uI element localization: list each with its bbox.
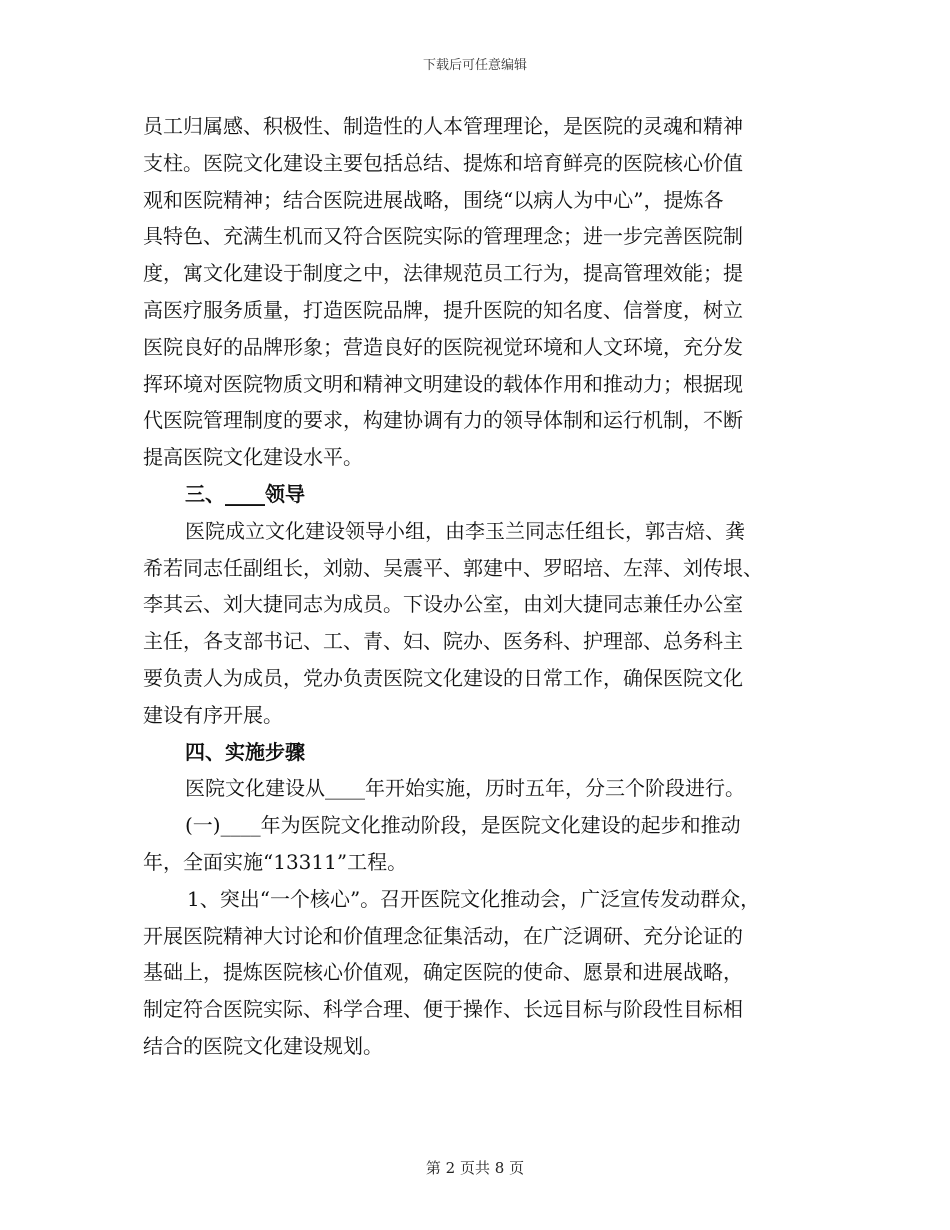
- section-heading-steps: 四、实施步骤: [185, 739, 305, 764]
- body-line: 代医院管理制度的要求，构建协调有力的领导体制和运行机制，不断: [143, 408, 743, 433]
- body-line: 医院成立文化建设领导小组，由李玉兰同志任组长，郭吉焙、龚: [185, 518, 745, 543]
- body-line: 支柱。医院文化建设主要包括总结、提炼和培育鲜亮的医院核心价值: [143, 150, 743, 175]
- body-line: 结合的医院文化建设规划。: [143, 1033, 383, 1058]
- body-line: 1、突出“一个核心”。召开医院文化推动会，广泛宣传发动群众，: [187, 886, 761, 911]
- body-line: 挥环境对医院物质文明和精神文明建设的载体作用和推动力；根据现: [143, 371, 743, 396]
- body-line: 希若同志任副组长，刘勍、吴震平、郭建中、罗昭培、左萍、刘传垠、: [143, 555, 763, 580]
- body-line: 观和医院精神；结合医院进展战略，围绕“以病人为中心”，提炼各: [143, 187, 724, 212]
- body-line: 度，寓文化建设于制度之中，法律规范员工行为，提高管理效能；提: [143, 261, 743, 286]
- body-line: 制定符合医院实际、科学合理、便于操作、长远目标与阶段性目标相: [143, 997, 743, 1022]
- page-number-footer: 第 2 页共 8 页: [425, 1159, 525, 1177]
- body-line: 具特色、充满生机而又符合医院实际的管理理念；进一步完善医院制: [143, 224, 743, 249]
- body-line: 要负责人为成员，党办负责医院文化建设的日常工作，确保医院文化: [143, 665, 743, 690]
- body-line: 基础上，提炼医院核心价值观，确定医院的使命、愿景和进展战略，: [143, 960, 743, 985]
- body-line: 李其云、刘大捷同志为成员。下设办公室，由刘大捷同志兼任办公室: [143, 592, 743, 617]
- section-heading-leadership: 三、____领导: [185, 481, 305, 506]
- body-line: 建设有序开展。: [143, 702, 283, 727]
- page-header-note: 下载后可任意编辑: [422, 58, 527, 73]
- body-line: 高医疗服务质量，打造医院品牌，提升医院的知名度、信誉度，树立: [143, 297, 743, 322]
- document-body: [143, 108, 808, 1065]
- body-line: 员工归属感、积极性、制造性的人本管理理论，是医院的灵魂和精神: [143, 114, 743, 138]
- body-line: 医院文化建设从____年开始实施，历时五年，分三个阶段进行。: [185, 776, 745, 801]
- body-line: (一)____年为医院文化推动阶段，是医院文化建设的起步和推动: [185, 813, 741, 838]
- body-line: 年，全面实施“13311”工程。: [143, 849, 408, 874]
- body-line: 开展医院精神大讨论和价值理念征集活动，在广泛调研、充分论证的: [143, 923, 743, 948]
- body-line: 主任，各支部书记、工、青、妇、院办、医务科、护理部、总务科主: [143, 629, 743, 654]
- body-line: 提高医院文化建设水平。: [143, 445, 363, 470]
- body-line: 医院良好的品牌形象；营造良好的医院视觉环境和人文环境，充分发: [143, 334, 743, 359]
